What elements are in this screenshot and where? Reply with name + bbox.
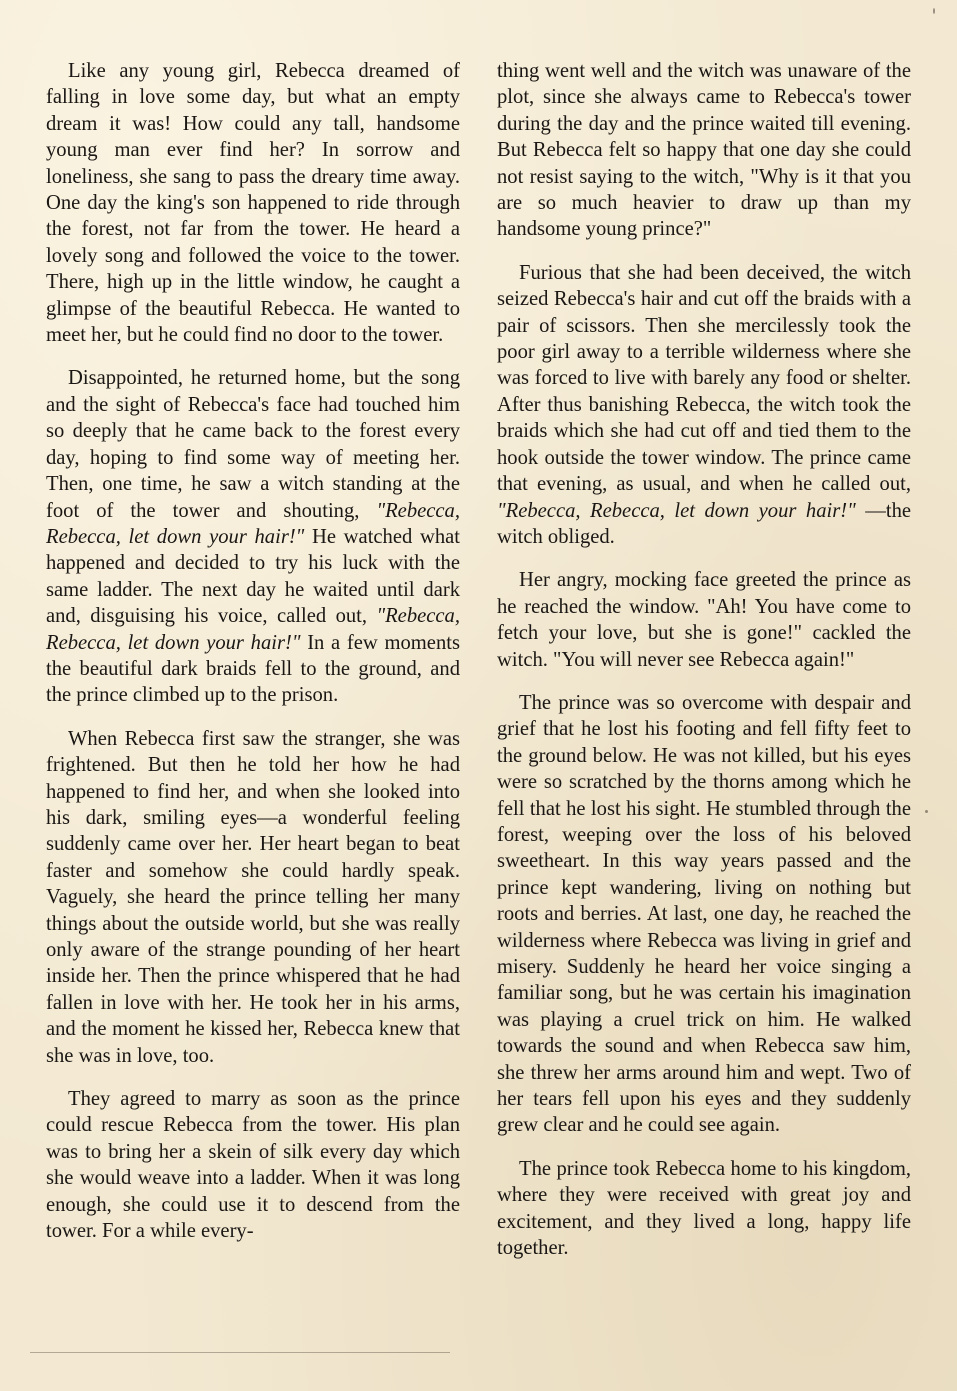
quoted-call: "Rebecca, Rebecca, let down your hair!"	[46, 605, 460, 654]
paragraph: They agreed to marry as soon as the prince could rescue Rebecca from the tower. His plan was to bring her a skein of silk every day which she would weave into a ladder. When it was long enough, she could use it to descend from the tower. For a while every-	[46, 1088, 460, 1243]
paragraph: The prince took Rebecca home to his kingdom, where they were received with great joy and excitement, and they lived a long, happy life together.	[497, 1157, 911, 1260]
quoted-call: "Rebecca, Rebecca, let down your hair!"	[497, 499, 856, 522]
paragraph-text: Disappointed, he returned home, but the song and the sight of Rebecca's face had touched him so deeply that he came back to the forest every day, hoping to find some way of meeting her. Then, one time, he saw a witch standing at the foot of the tower and shouting,	[46, 367, 460, 522]
paragraph	[46, 365, 460, 708]
right-column	[497, 58, 911, 1261]
ink-speck	[933, 8, 935, 14]
paragraph: The prince was so overcome with despair and grief that he lost his footing and fell fifty feet to the ground below. He was not killed, but his eyes were so scratched by the thorns among which he fell that he lost his sight. He stumbled through the forest, weeping over the loss of his beloved sweetheart. In this way years passed and the prince kept wandering, living on nothing but roots and berries. At last, one day, he reached the wilderness where Rebecca was living in grief and misery. Suddenly he heard her voice singing a familiar song, but he was certain his imagination was playing a cruel trick on him. He walked towards the sound and when Rebecca saw him, she threw her arms around him and wept. Two of her tears fell upon his eyes and they suddenly grew clear and he could see again.	[497, 691, 911, 1137]
ink-speck	[925, 810, 928, 813]
paragraph: When Rebecca first saw the stranger, she was frightened. But then he told her how he had happened to find her, and when she looked into his dark, smiling eyes—a wonderful feeling suddenly came over her. Her heart began to beat faster and somehow she could hardly speak. Vaguely, she heard the prince telling her many things about the outside world, but she was really only aware of the strange pounding of her heart inside her. Then the prince whispered that he had fallen in love with her. He took her in his arms, and the moment he kissed her, Rebecca knew that she was in love, too.	[46, 727, 460, 1067]
paragraph: Like any young girl, Rebecca dreamed of falling in love some day, but what an empty dream it was! How could any tall, handsome young man ever find her? In sorrow and loneliness, she sang to pass the dreary time away. One day the king's son happened to ride through the forest, not far from the tower. He heard a lovely song and followed the voice to the tower. There, high up in the little window, he caught a glimpse of the beautiful Rebecca. He wanted to meet her, but he could find no door to the tower.	[46, 60, 460, 347]
paragraph: thing went well and the witch was unaware of the plot, since she always came to Rebecca's tower during the day and the prince waited till evening. But Rebecca felt so happy that one day she could not resist saying to the witch, "Why is it that you are so much heavier to draw up than my handsome young prince?"	[497, 60, 911, 241]
paragraph-text: —the witch obliged.	[497, 499, 912, 548]
paragraph-text: In a few moments the beautiful dark braids fell to the ground, and the prince climbed up to the prison.	[46, 631, 460, 707]
paragraph	[497, 260, 911, 550]
paragraph: Her angry, mocking face greeted the prince as he reached the window. "Ah! You have come to fetch your love, but she is gone!" cackled the witch. "You will never see Rebecca again!"	[497, 569, 911, 671]
paragraph-text: Furious that she had been deceived, the witch seized Rebecca's hair and cut off the braids with a pair of scissors. Then she mercilessly took the poor girl away to a terrible wilderness where she was forced to live with barely any food or shelter. After thus banishing Rebecca, the witch took the braids which she had cut off and tied them to the hook outside the tower window. The prince came that evening, as usual, and when he called out,	[497, 261, 911, 496]
bottom-edge-line	[30, 1352, 450, 1353]
left-column	[46, 58, 460, 1244]
quoted-call: "Rebecca, Rebecca, let down your hair!"	[46, 499, 460, 548]
paragraph-text: He watched what happened and decided to try his luck with the same ladder. The next day he waited until dark and, disguising his voice, called out,	[46, 525, 460, 628]
